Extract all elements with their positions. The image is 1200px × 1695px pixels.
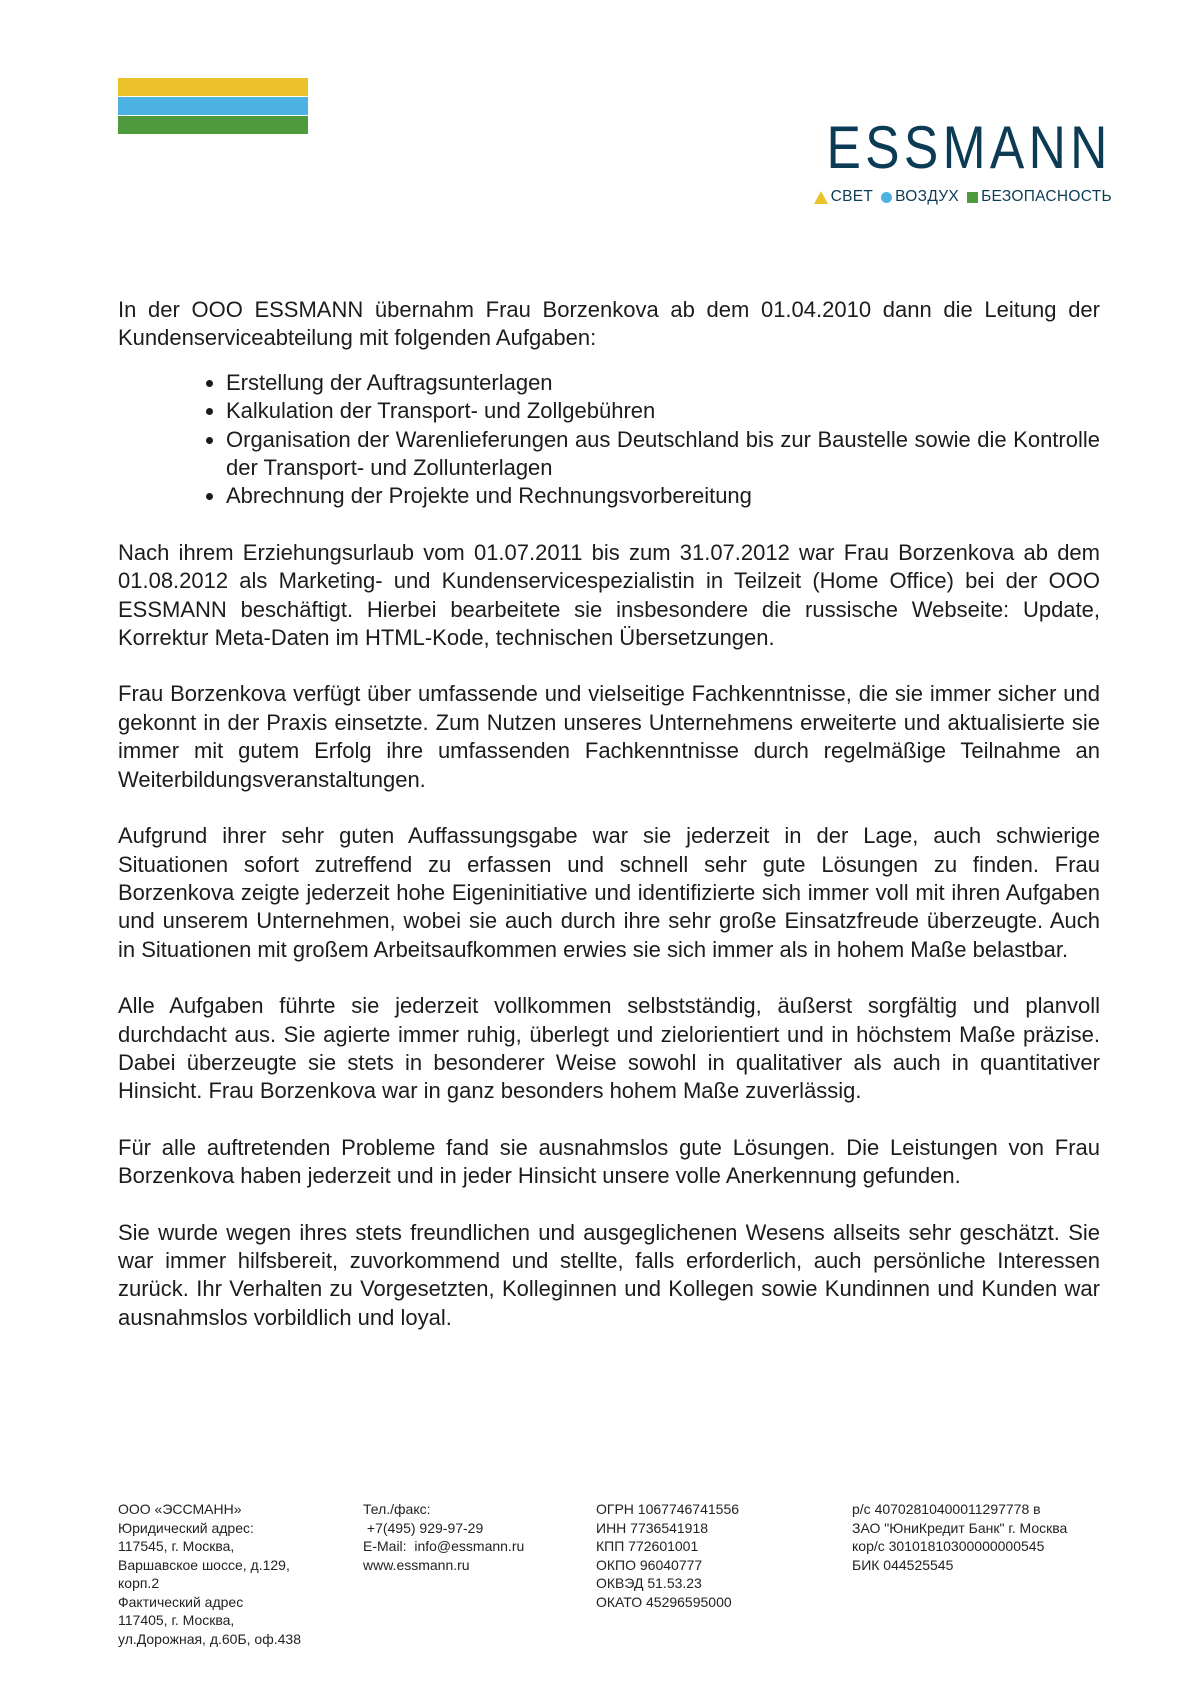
footer-line: ул.Дорожная, д.60Б, оф.438 bbox=[118, 1630, 301, 1647]
body-paragraph: Nach ihrem Erziehungsurlaub vom 01.07.2011 bis zum 31.07.2012 war Frau Borzenkova ab dem 01.08.2012 als Marketing- und Kundenservicespezialistin in Teilzeit (Home Office) bei der OOO ESSMANN beschäftigt. Hierbei bearbeitete sie insbesondere die russische Webseite: Update, Korrektur Meta-Daten im HTML-Kode, technischen Übersetzungen. bbox=[118, 539, 1100, 651]
footer-line: ОКПО 96040777 bbox=[596, 1556, 703, 1573]
footer-line: ЗАО "ЮниКредит Банк" г. Москва bbox=[852, 1519, 1068, 1536]
footer-line: 117405, г. Москва, bbox=[118, 1612, 235, 1628]
footer-line: Фактический адрес bbox=[118, 1593, 244, 1610]
logo-tagline bbox=[780, 188, 1112, 206]
tagline-label: СВЕТ bbox=[830, 188, 874, 205]
footer-line: ОКВЭД 51.53.23 bbox=[596, 1575, 702, 1591]
footer-bank-column bbox=[852, 1500, 1067, 1648]
footer-website[interactable]: www.essmann.ru bbox=[363, 1556, 470, 1573]
body-paragraph: Für alle auftretenden Probleme fand sie ausnahmslos gute Lösungen. Die Leistungen von Frau Borzenkova haben jederzeit und in jeder Hinsicht unsere volle Anerkennung gefunden. bbox=[118, 1134, 1100, 1189]
task-item: • Organisation der Warenlieferungen aus Deutschland bis zur Baustelle sowie die Kontrolle der Transport- und Zollunterlagen bbox=[226, 426, 1100, 483]
task-item: • Abrechnung der Projekte und Rechnungsvorbereitung bbox=[226, 482, 1100, 510]
intro-paragraph: In der OOO ESSMANN übernahm Frau Borzenkova ab dem 01.04.2010 dann die Leitung der Kundenserviceabteilung mit folgenden Aufgaben: bbox=[118, 297, 1100, 351]
tagline-item-light bbox=[814, 188, 874, 206]
tagline-item-air bbox=[881, 188, 959, 206]
footer-line: БИК 044525545 bbox=[852, 1556, 954, 1573]
task-list bbox=[118, 369, 1100, 511]
footer-line: Юридический адрес: bbox=[118, 1519, 254, 1536]
footer-email[interactable]: E-Mail: info@essmann.ru bbox=[363, 1538, 525, 1554]
footer-line: кор/с 30101810300000000545 bbox=[852, 1538, 1045, 1554]
footer-line: Тел./факс: bbox=[363, 1501, 431, 1517]
footer-line: ОГРН 1067746741556 bbox=[596, 1501, 740, 1517]
tagline-item-safety bbox=[967, 188, 1112, 206]
green-stripe bbox=[118, 116, 308, 134]
footer-line: КПП 772601001 bbox=[596, 1538, 699, 1554]
footer-line: корп.2 bbox=[118, 1575, 160, 1591]
task-item: • Kalkulation der Transport- und Zollgebühren bbox=[226, 397, 1100, 425]
footer-registration-column bbox=[596, 1500, 852, 1648]
footer-line: р/с 40702810400011297778 в bbox=[852, 1501, 1041, 1517]
footer-line: ИНН 7736541918 bbox=[596, 1519, 709, 1536]
tagline-label: ВОЗДУХ bbox=[895, 188, 960, 205]
company-logo bbox=[780, 114, 1112, 206]
square-icon bbox=[967, 192, 978, 203]
yellow-stripe bbox=[118, 78, 308, 96]
body-paragraph: Alle Aufgaben führte sie jederzeit vollkommen selbstständig, äußerst sorgfältig und planvoll durchdacht aus. Sie agierte immer ruhig, überlegt und zielorientiert und in höchstem Maße präzise. Dabei überzeugte sie stets in besonderer Weise sowohl in qualitativer als auch in quantitativer Hinsicht. Frau Borzenkova war in ganz besonders hohem Maße zuverlässig. bbox=[118, 993, 1100, 1104]
footer-line: ООО «ЭССМАНН» bbox=[118, 1501, 242, 1517]
letter-body bbox=[118, 296, 1100, 1360]
footer-line: 117545, г. Москва, bbox=[118, 1538, 235, 1554]
letterhead-footer bbox=[118, 1500, 1108, 1648]
footer-line: +7(495) 929-97-29 bbox=[363, 1519, 484, 1536]
tagline-label: БЕЗОПАСНОСТЬ bbox=[981, 188, 1112, 205]
task-item: • Erstellung der Auftragsunterlagen bbox=[226, 369, 1100, 397]
logo-wordmark: ESSMANN bbox=[826, 114, 1112, 181]
footer-company-column bbox=[118, 1500, 363, 1648]
footer-contacts-column bbox=[363, 1500, 596, 1648]
body-paragraph: Sie wurde wegen ihres stets freundlichen und ausgeglichenen Wesens allseits sehr geschätzt. Sie war immer hilfsbereit, zuvorkommend und stellte, falls erforderlich, auch persönliche Interessen zurück. Ihr Verhalten zu Vorgesetzten, Kolleginnen und Kollegen sowie Kundinnen und Kunden war ausnahmslos vorbildlich und loyal. bbox=[118, 1219, 1100, 1330]
circle-icon bbox=[881, 192, 892, 203]
footer-line: ОКАТО 45296595000 bbox=[596, 1593, 732, 1610]
footer-line: Варшавское шоссе, д.129, bbox=[118, 1556, 290, 1573]
blue-stripe bbox=[118, 97, 308, 115]
body-paragraph: Frau Borzenkova verfügt über umfassende und vielseitige Fachkenntnisse, die sie immer sicher und gekonnt in der Praxis einsetzte. Zum Nutzen unseres Unternehmens erweiterte und aktualisierte sie immer mit gutem Erfolg ihre umfassenden Fachkenntnisse durch regelmäßige Teilnahme an Weiterbildungsveranstaltungen. bbox=[118, 681, 1100, 792]
body-paragraph: Aufgrund ihrer sehr guten Auffassungsgabe war sie jederzeit in der Lage, auch schwierige Situationen sofort zutreffend zu erfassen und schnell sehr gute Lösungen zu finden. Frau Borzenkova zeigte jederzeit hohe Eigeninitiative und identifizierte sich immer voll mit ihren Aufgaben und unserem Unternehmen, wobei sie auch durch ihre sehr große Einsatzfreude überzeugte. Auch in Situationen mit großem Arbeitsaufkommen erwies sie sich immer als in hohem Maße belastbar. bbox=[118, 823, 1100, 962]
triangle-icon bbox=[814, 191, 828, 204]
